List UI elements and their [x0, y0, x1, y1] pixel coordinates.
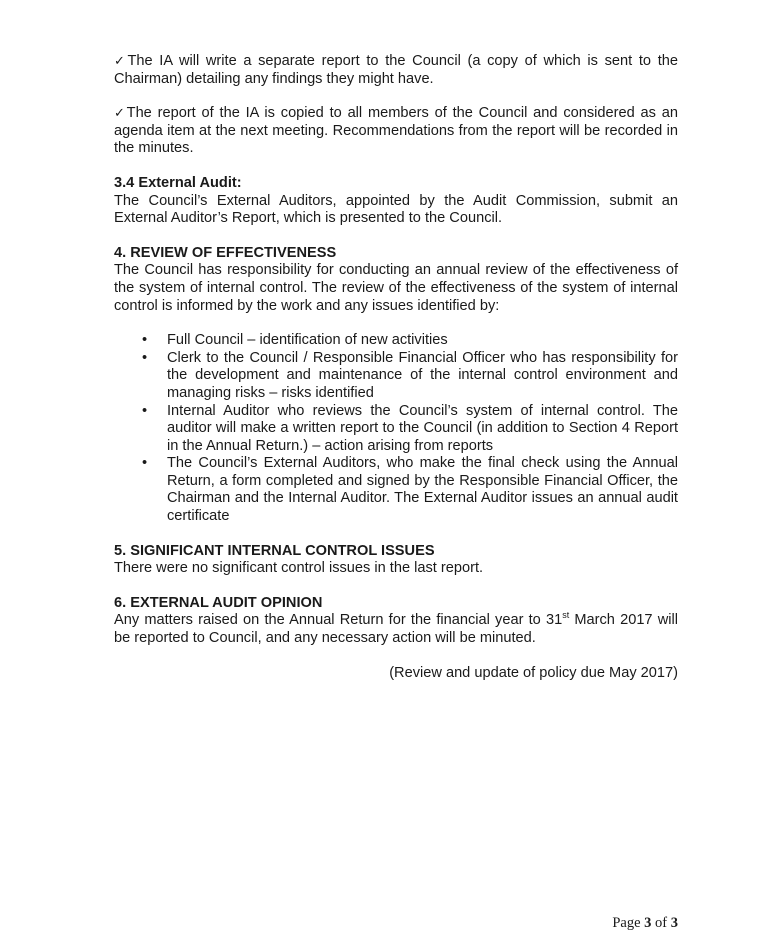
review-update-note: (Review and update of policy due May 2017) — [389, 664, 678, 681]
list-item: • The Council’s External Auditors, who make the final check using the Annual Return, a form completed and signed by the Responsible Financial Officer, the Chairman and the Internal Auditor. The External Auditor issues an annual audit certificate — [142, 455, 678, 525]
significant-issues-heading: 5. SIGNIFICANT INTERNAL CONTROL ISSUES — [114, 542, 435, 559]
review-bullet-list — [114, 332, 678, 526]
significant-issues-body: There were no significant control issues in the last report. — [114, 560, 484, 577]
list-item: • Full Council – identification of new activities — [142, 332, 448, 349]
ia-copy-paragraph: ✓The report of the IA is copied to all members of the Council and considered as an agenda item at the next meeting. Recommendations from the report will be recorded in the minutes. — [114, 105, 678, 157]
review-body: The Council has responsibility for conducting an annual review of the effectiveness of the system of internal control. The review of the effectiveness of the system of internal control is informed by the work and any issues identified by: — [114, 262, 678, 314]
list-item: • Internal Auditor who reviews the Council’s system of internal control. The auditor will make a written report to the Council (in addition to Section 4 Report in the Annual Return.) – action arising from reports — [142, 402, 678, 454]
tick-icon: ✓ — [114, 54, 128, 69]
tick-icon: ✓ — [114, 106, 127, 122]
bullet-icon: • — [142, 455, 148, 472]
external-audit-heading: 3.4 External Audit: — [114, 174, 242, 191]
page-number: Page 3 of 3 — [612, 915, 678, 931]
ia-report-paragraph: ✓The IA will write a separate report to the Council (a copy of which is sent to the Chairman) detailing any findings they might have. — [114, 53, 678, 87]
bullet-icon: • — [142, 332, 148, 349]
bullet-icon: • — [142, 402, 148, 419]
list-item: • Clerk to the Council / Responsible Financial Officer who has responsibility for the development and maintenance of the internal control environment and managing risks – risks identified — [142, 349, 678, 401]
external-audit-body: The Council’s External Auditors, appointed by the Audit Commission, submit an External Auditor’s Report, which is presented to the Council. — [114, 192, 678, 227]
review-heading: 4. REVIEW OF EFFECTIVENESS — [114, 244, 337, 261]
audit-opinion-body: Any matters raised on the Annual Return for the financial year to 31st March 2017 will be reported to Council, and any necessary action will be minuted. — [114, 610, 678, 647]
document-page — [114, 53, 678, 682]
bullet-icon: • — [142, 349, 148, 366]
audit-opinion-heading: 6. EXTERNAL AUDIT OPINION — [114, 594, 323, 611]
